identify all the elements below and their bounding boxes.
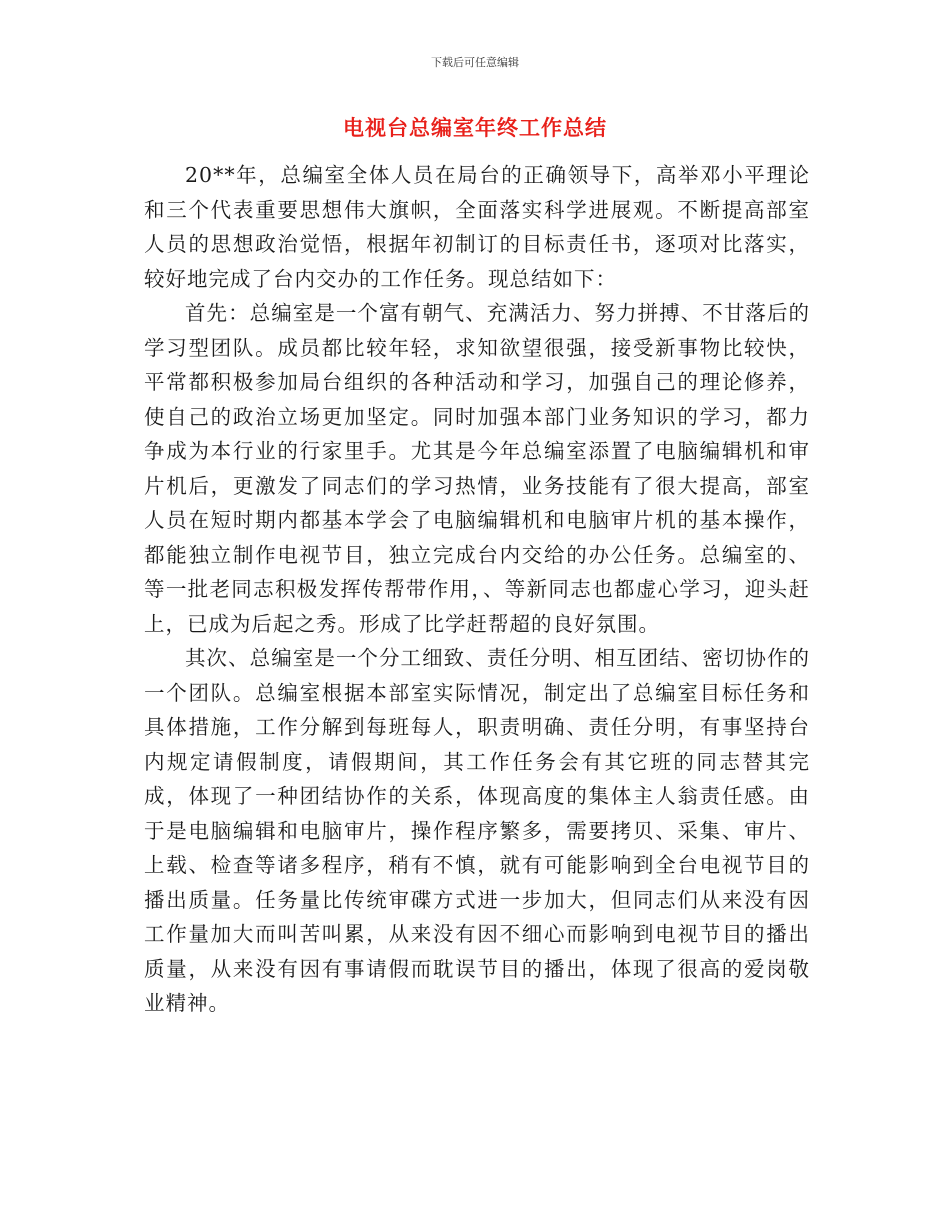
page-title: 电视台总编室年终工作总结 <box>343 116 607 140</box>
paragraph-first: 首先：总编室是一个富有朝气、充满活力、努力拼搏、不甘落后的学习型团队。成员都比较年轻，求知欲望很强，接受新事物比较快，平常都积极参加局台组织的各种活动和学习，加强自己的理论修养，使自己的政治立场更加坚定。同时加强本部门业务知识的学习，都力争成为本行业的行家里手。尤其是今年总编室添置了电脑编辑机和审片机后，更激发了同志们的学习热情，业务技能有了很大提高，部室人员在短时期内都基本学会了电脑编辑机和电脑审片机的基本操作，都能独立制作电视节目，独立完成台内交给的办公任务。总编室的、等一批老同志积极发挥传帮带作用，、等新同志也都虚心学习，迎头赶上，已成为后起之秀。形成了比学赶帮超的良好氛围。 <box>144 301 810 636</box>
document-body <box>144 158 810 1021</box>
paragraph-second: 其次、总编室是一个分工细致、责任分明、相互团结、密切协作的一个团队。总编室根据本部室实际情况，制定出了总编室目标任务和具体措施，工作分解到每班每人，职责明确、责任分明，有事坚持台内规定请假制度，请假期间，其工作任务会有其它班的同志替其完成，体现了一种团结协作的关系，体现高度的集体主人翁责任感。由于是电脑编辑和电脑审片，操作程序繁多，需要拷贝、采集、审片、上载、检查等诸多程序，稍有不慎，就有可能影响到全台电视节目的播出质量。任务量比传统审碟方式进一步加大，但同志们从来没有因工作量加大而叫苦叫累，从来没有因不细心而影响到电视节目的播出质量，从来没有因有事请假而耽误节目的播出，体现了很高的爱岗敬业精神。 <box>144 646 810 1015</box>
header-note: 下载后可任意编辑 <box>431 56 519 69</box>
paragraph-intro: 20**年，总编室全体人员在局台的正确领导下，高举邓小平理论和三个代表重要思想伟大旗帜，全面落实科学进展观。不断提高部室人员的思想政治觉悟，根据年初制订的目标责任书，逐项对比落实，较好地完成了台内交办的工作任务。现总结如下： <box>144 163 810 291</box>
